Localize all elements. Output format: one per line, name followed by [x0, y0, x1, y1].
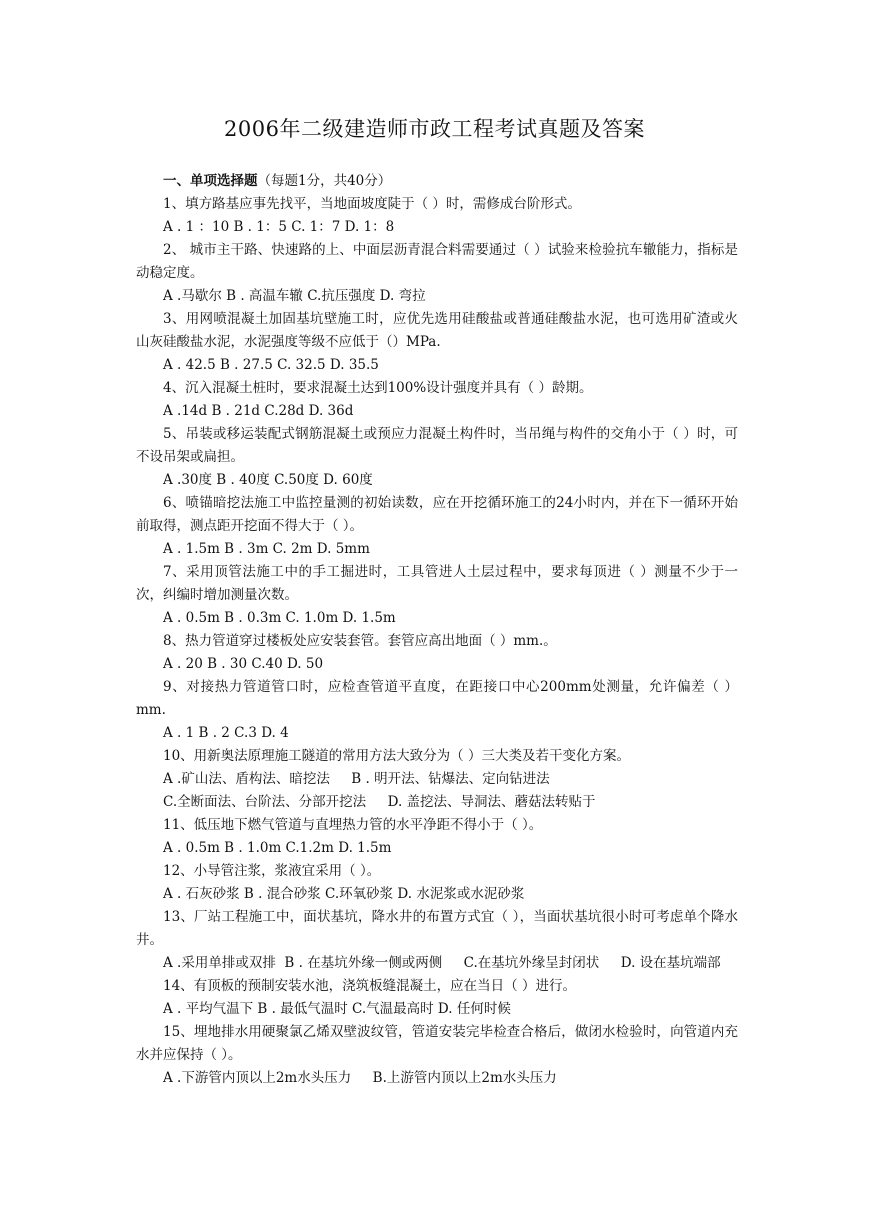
answer-options: C.全断面法、台阶法、分部开挖法 D. 盖挖法、导洞法、蘑菇法转贴于 [163, 794, 596, 810]
question-content [136, 170, 738, 1090]
page-title: 2006年二级建造师市政工程考试真题及答案 [224, 117, 645, 141]
question-text: 14、有顶板的预制安装水池，浇筑板缝混凝土，应在当日（ ）进行。 [163, 978, 576, 994]
section-note: （每题1分，共40分） [257, 173, 392, 189]
section-heading [136, 170, 738, 193]
answer-options: A . 20 B . 30 C.40 D. 50 [163, 656, 324, 672]
answer-options: A . 石灰砂浆 B . 混合砂浆 C.环氧砂浆 D. 水泥浆或水泥砂浆 [163, 886, 525, 902]
answer-options: A . 0.5m B . 1.0m C.1.2m D. 1.5m [163, 840, 392, 856]
answer-options: A .30度 B . 40度 C.50度 D. 60度 [163, 472, 373, 488]
question-text: 11、低压地下燃气管道与直埋热力管的水平净距不得小于（ ）。 [163, 817, 543, 833]
question-text: 12、小导管注浆，浆液宜采用（ ）。 [163, 863, 381, 879]
section-label: 一、单项选择题 [163, 173, 258, 189]
answer-options: A .矿山法、盾构法、暗挖法 B . 明开法、钻爆法、定向钻进法 [163, 771, 550, 787]
question-text: 10、用新奥法原理施工隧道的常用方法大致分为（ ）三大类及若干变化方案。 [163, 748, 630, 764]
answer-options: A .14d B . 21d C.28d D. 36d [163, 403, 354, 419]
question-text: 5、吊装或移运装配式钢筋混凝土或预应力混凝土构件时，当吊绳与构件的交角小于（ ）时，可不设吊架或扁担。 [136, 426, 738, 465]
answer-options: A . 1.5m B . 3m C. 2m D. 5mm [163, 541, 370, 557]
answer-options: A . 42.5 B . 27.5 C. 32.5 D. 35.5 [163, 357, 379, 373]
question-text: 7、采用顶管法施工中的手工掘进时，工具管进人土层过程中，要求每顶进（ ）测量不少于一次，纠编时增加测量次数。 [136, 564, 738, 603]
answer-options: A .马歇尔 B . 高温车辙 C.抗压强度 D. 弯拉 [163, 288, 426, 304]
answer-options: A . 0.5m B . 0.3m C. 1.0m D. 1.5m [163, 610, 396, 626]
question-text: 1、填方路基应事先找平，当地面坡度陡于（ ）时，需修成台阶形式。 [163, 196, 581, 212]
question-text: 8、热力管道穿过楼板处应安装套管。套管应高出地面（ ）mm.。 [163, 633, 557, 649]
question-text: 9、对接热力管道管口时，应检查管道平直度，在距接口中心200mm处测量，允许偏差（ ）mm. [136, 679, 738, 718]
answer-options: A . 1 B . 2 C.3 D. 4 [163, 725, 289, 741]
answer-options: A .采用单排或双排 B . 在基坑外缘一侧或两侧 C.在基坑外缘呈封闭状 D. 设在基坑端部 [163, 955, 721, 971]
question-text: 4、沉入混凝土桩时，要求混凝土达到100%设计强度并具有（ ）龄期。 [163, 380, 593, 396]
answer-options: A .下游管内顶以上2m水头压力 B.上游管内顶以上2m水头压力 [163, 1070, 557, 1086]
question-text: 6、喷锚暗挖法施工中监控量测的初始读数，应在开挖循环施工的24小时内，并在下一循环开始前取得，测点距开挖面不得大于（ ）。 [136, 495, 738, 534]
answer-options: A . 平均气温下 B . 最低气温时 C.气温最高时 D. 任何时候 [163, 1001, 511, 1017]
question-text: 3、用网喷混凝土加固基坑壁施工时，应优先选用硅酸盐或普通硅酸盐水泥，也可选用矿渣或火山灰硅酸盐水泥，水泥强度等级不应低于（）MPa. [136, 311, 738, 350]
question-text: 2、 城市主干路、快速路的上、中面层沥青混合料需要通过（ ）试验来检验抗车辙能力，指标是动稳定度。 [136, 242, 738, 281]
question-text: 15、埋地排水用硬聚氯乙烯双壁波纹管，管道安装完毕检查合格后，做闭水检验时，向管道内充水并应保持（ ）。 [136, 1024, 738, 1063]
question-text: 13、厂站工程施工中，面状基坑，降水井的布置方式宜（ ），当面状基坑很小时可考虑单个降水井。 [136, 909, 738, 948]
answer-options: A . 1 ：10 B . 1：5 C. 1：7 D. 1：8 [163, 219, 395, 235]
